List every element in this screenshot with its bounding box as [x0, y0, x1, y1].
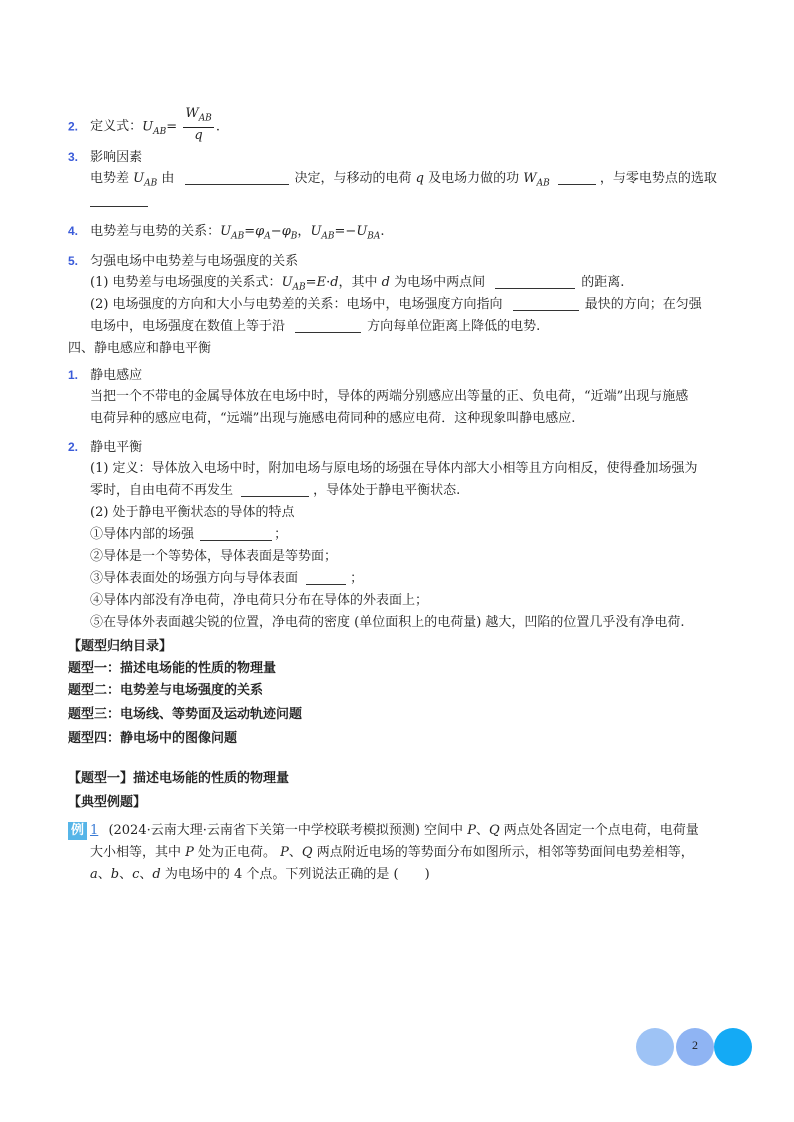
- fill-blank[interactable]: [306, 570, 346, 585]
- catalog-item[interactable]: 题型二：电势差与电场强度的关系: [68, 683, 264, 698]
- definition-fraction: $\frac{W_{AB}}{q}$: [185, 106, 212, 143]
- relation-line: 4. 电势差与电势的关系：$U_{AB}=\varphi_A-\varphi_B$，$U_{AB}=-U_{BA}$.: [68, 224, 385, 242]
- type-heading: 【题型一】描述电场能的性质的物理量: [68, 771, 290, 786]
- page-indicator: [636, 1028, 754, 1066]
- paragraph-line: (1) 定义：导体放入电场中时，附加电场与原电场的场强在导体内部大小相等且方向相反，使得叠加场强为: [90, 461, 698, 476]
- fill-blank[interactable]: [185, 170, 289, 185]
- catalog-item[interactable]: 题型三：电场线、等势面及运动轨迹问题: [68, 707, 303, 722]
- item-influence-title: 3. 影响因素: [68, 150, 143, 165]
- uniform-field-line-3: 电场中，电场强度在数值上等于沿 方向每单位距离上降低的电势.: [90, 319, 541, 334]
- definition-line: 2. 定义式：$U_{AB}=$ $\frac{W_{AB}}{q}$ .: [68, 106, 220, 143]
- example-line-1: 例 1 (2024·云南大理·云南省下关第一中学校联考模拟预测) 空间中 P、Q 两点处各固定一个点电荷，电荷量: [68, 822, 699, 840]
- catalog-heading: 【题型归纳目录】: [68, 639, 173, 654]
- example-line-3: a、b、c、d 为电场中的 4 个点。下列说法正确的是 ( ): [90, 867, 430, 882]
- fill-blank[interactable]: [90, 192, 148, 207]
- paragraph-line: 当把一个不带电的金属导体放在电场中时，导体的两端分别感应出等量的正、负电荷，“近端”出现与施感: [90, 389, 689, 404]
- decor-circle-left: [636, 1028, 674, 1066]
- item-uniform-field-title: 5. 匀强电场中电势差与电场强度的关系: [68, 254, 299, 269]
- list-item: ④导体内部没有净电荷，净电荷只分布在导体的外表面上；: [90, 593, 429, 608]
- list-item: ①导体内部的场强 ；: [90, 527, 288, 542]
- list-item: ③导体表面处的场强方向与导体表面 ；: [90, 571, 364, 586]
- item-number: 2.: [68, 119, 79, 134]
- uniform-field-line-1: (1) 电势差与电场强度的关系式：$U_{AB}=E\cdot d$，其中 d 为电场中两点间 的距离.: [90, 275, 625, 293]
- fill-blank[interactable]: [513, 296, 579, 311]
- example-badge: 例: [68, 822, 87, 840]
- paragraph-line: 零时，自由电荷不再发生 ，导体处于静电平衡状态.: [90, 483, 461, 498]
- blank-row: [90, 192, 148, 210]
- uniform-field-line-2: (2) 电场强度的方向和大小与电势差的关系：电场中，电场强度方向指向 最快的方向；在匀强: [90, 297, 702, 312]
- list-item: ②导体是一个等势体，导体表面是等势面；: [90, 549, 338, 564]
- fill-blank[interactable]: [558, 170, 596, 185]
- section-heading: 四、静电感应和静电平衡: [68, 341, 212, 356]
- fill-blank[interactable]: [241, 482, 309, 497]
- catalog-item[interactable]: 题型四：静电场中的图像问题: [68, 731, 238, 746]
- fill-blank[interactable]: [200, 526, 272, 541]
- decor-circle-right: [714, 1028, 752, 1066]
- influence-line: 电势差 $U_{AB}$ 由 决定，与移动的电荷 q 及电场力做的功 $W_{AB}$ ，与零电势点的选取: [90, 171, 717, 189]
- paragraph-line: 电荷异种的感应电荷，“远端”出现与施感电荷同种的感应电荷．这种现象叫静电感应.: [90, 411, 576, 426]
- page-number: 2: [692, 1038, 698, 1052]
- item-induction-title: 1. 静电感应: [68, 368, 143, 383]
- paragraph-line: (2) 处于静电平衡状态的导体的特点: [90, 505, 295, 520]
- catalog-item[interactable]: 题型一：描述电场能的性质的物理量: [68, 661, 277, 676]
- item-equilibrium-title: 2. 静电平衡: [68, 440, 143, 455]
- examples-heading: 【典型例题】: [68, 795, 147, 810]
- fill-blank[interactable]: [295, 318, 361, 333]
- example-number-link[interactable]: 1: [90, 823, 99, 838]
- fill-blank[interactable]: [495, 274, 575, 289]
- list-item: ⑤在导体外表面越尖锐的位置，净电荷的密度 (单位面积上的电荷量) 越大，凹陷的位置几乎没有净电荷.: [90, 615, 685, 630]
- example-line-2: 大小相等，其中 P 处为正电荷。 P、Q 两点附近电场的等势面分布如图所示，相邻等势面间电势差相等，: [90, 845, 694, 860]
